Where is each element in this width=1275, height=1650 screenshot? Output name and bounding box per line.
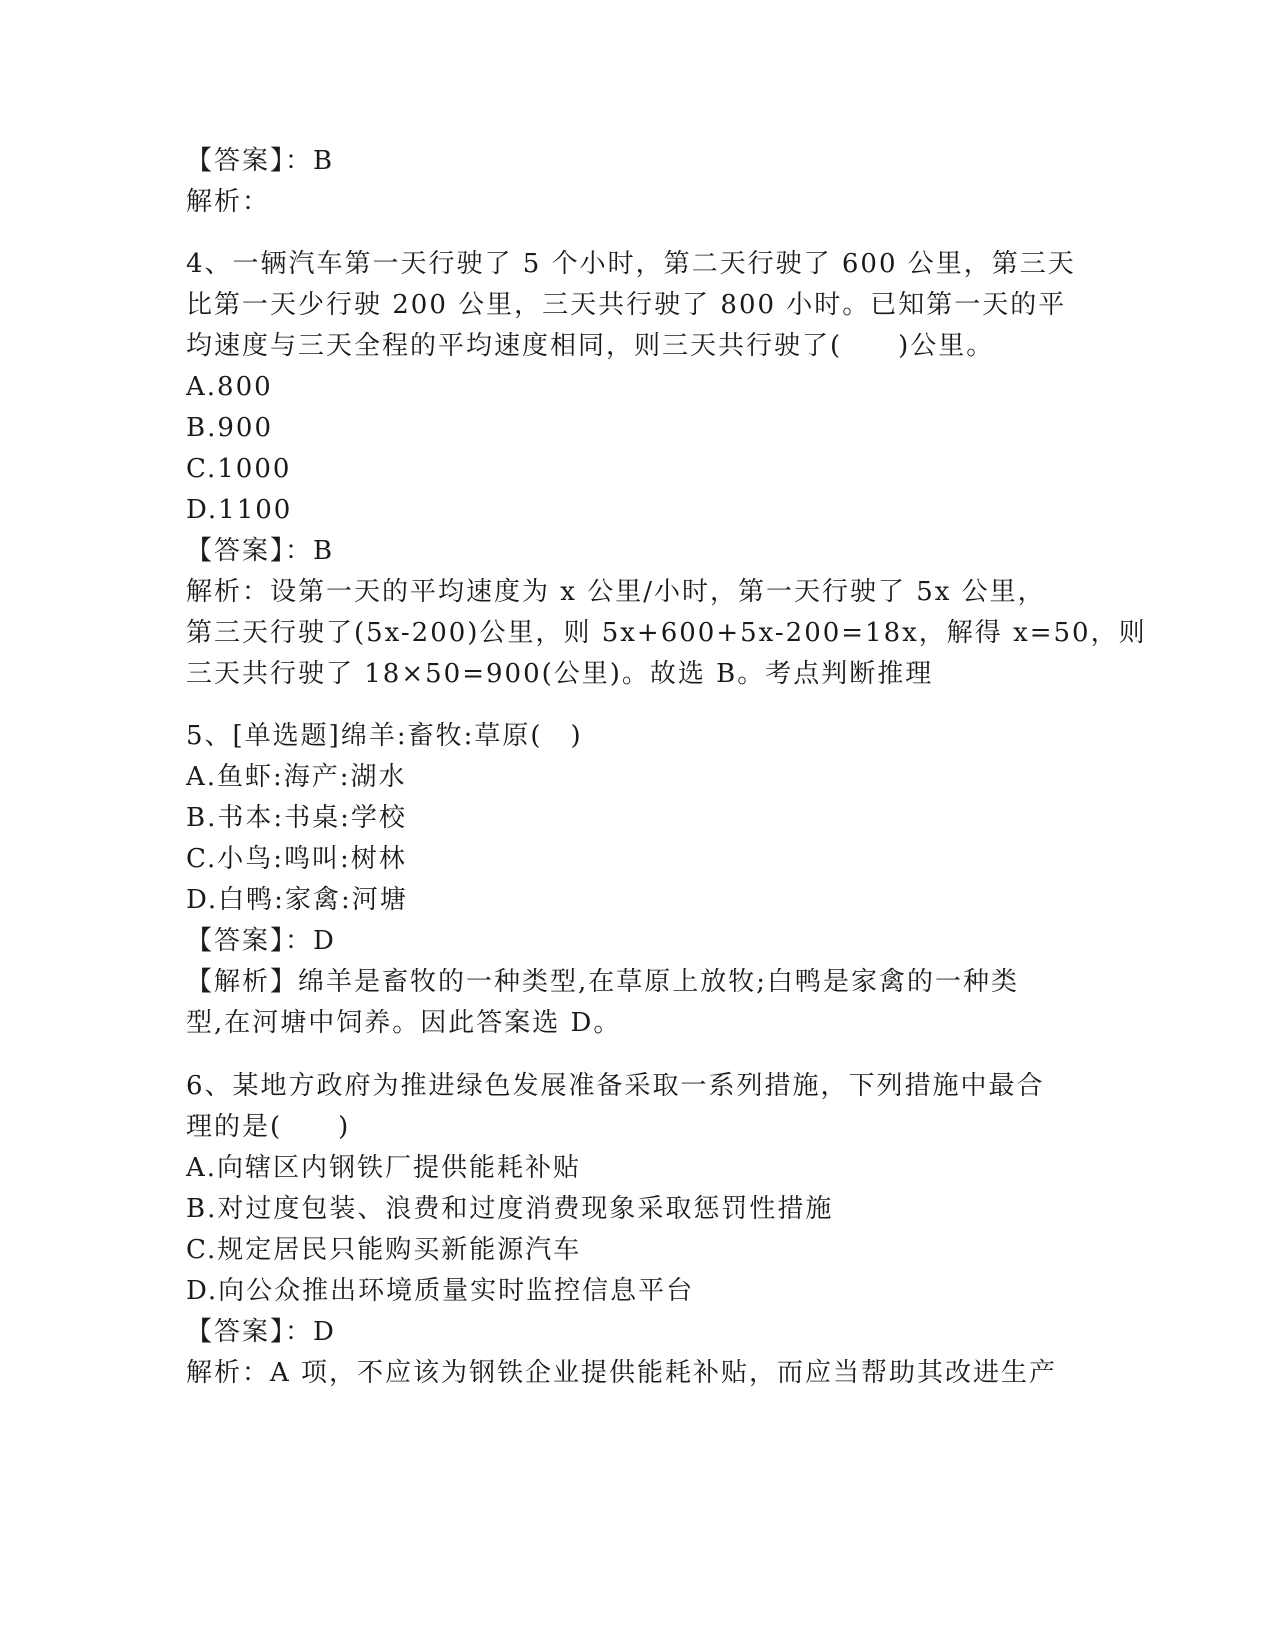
question-stem: 均速度与三天全程的平均速度相同，则三天共行驶了( )公里。 — [186, 331, 995, 361]
question-stem: 5、[单选题]绵羊:畜牧:草原( ) — [186, 721, 583, 751]
option-a: A.向辖区内钢铁厂提供能耗补贴 — [186, 1153, 582, 1183]
option-a: A.鱼虾:海产:湖水 — [186, 762, 407, 792]
answer-line: 【答案】：D — [186, 926, 336, 956]
option-c: C.小鸟:鸣叫:树林 — [186, 844, 407, 874]
question-stem: 4、一辆汽车第一天行驶了 5 个小时，第二天行驶了 600 公里，第三天 — [186, 249, 1076, 279]
question-stem: 比第一天少行驶 200 公里，三天共行驶了 800 小时。已知第一天的平 — [186, 290, 1067, 320]
option-c: C.规定居民只能购买新能源汽车 — [186, 1235, 582, 1265]
analysis-line: 解析：设第一天的平均速度为 x 公里/小时，第一天行驶了 5x 公里， — [186, 577, 1046, 607]
analysis-line: 【解析】绵羊是畜牧的一种类型,在草原上放牧;白鸭是家禽的一种类 — [186, 967, 1020, 997]
option-a: A.800 — [186, 372, 273, 402]
option-b: B.书本:书桌:学校 — [186, 803, 407, 833]
question-stem: 理的是( ) — [186, 1112, 351, 1142]
answer-line: 【答案】：B — [186, 536, 335, 566]
analysis-line: 解析：A 项，不应该为钢铁企业提供能耗补贴，而应当帮助其改进生产 — [186, 1358, 1058, 1388]
option-c: C.1000 — [186, 454, 292, 484]
option-b: B.900 — [186, 413, 273, 443]
question-stem: 6、某地方政府为推进绿色发展准备采取一系列措施，下列措施中最合 — [186, 1071, 1045, 1101]
option-d: D.1100 — [186, 495, 293, 525]
option-b: B.对过度包装、浪费和过度消费现象采取惩罚性措施 — [186, 1194, 834, 1224]
analysis-line: 解析： — [186, 187, 271, 217]
analysis-line: 型,在河塘中饲养。因此答案选 D。 — [186, 1008, 622, 1038]
analysis-line: 三天共行驶了 18×50=900(公里)。故选 B。考点判断推理 — [186, 659, 934, 689]
analysis-line: 第三天行驶了(5x-200)公里，则 5x+600+5x-200=18x，解得 x=50，则 — [186, 618, 1147, 648]
answer-line: 【答案】：D — [186, 1317, 336, 1347]
answer-line: 【答案】：B — [186, 146, 335, 176]
option-d: D.向公众推出环境质量实时监控信息平台 — [186, 1276, 695, 1306]
option-d: D.白鸭:家禽:河塘 — [186, 885, 408, 915]
